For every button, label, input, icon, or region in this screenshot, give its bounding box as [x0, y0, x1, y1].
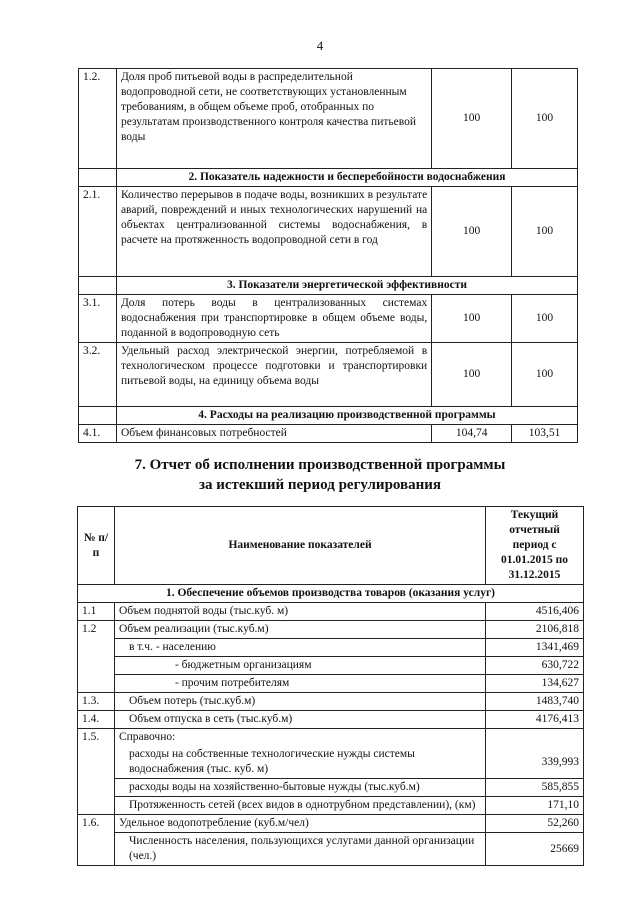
value-fact: 103,51	[512, 425, 578, 443]
section-row	[79, 169, 578, 187]
table-row	[78, 693, 584, 711]
header-name: Наименование показателей	[114, 507, 485, 585]
table-row	[78, 729, 584, 747]
value-plan: 100	[432, 343, 512, 407]
section-title: 3. Показатели энергетической эффективности	[116, 277, 577, 295]
table-row	[78, 833, 584, 866]
value-plan: 100	[432, 69, 512, 169]
indicator-name: Объем реализации (тыс.куб.м)	[114, 621, 485, 639]
indicator-name: Объем финансовых потребностей	[116, 425, 431, 443]
table-row	[78, 621, 584, 639]
indicator-name: Протяженность сетей (всех видов в однотрубном представлении), (км)	[114, 797, 485, 815]
indicator-value: 339,993	[486, 746, 584, 779]
indicator-value: 1341,469	[486, 639, 584, 657]
indicator-name: Доля проб питьевой воды в распределительной водопроводной сети, не соответствующих установленным требованиям, в общем объеме проб, отобранных по результатам производственного контроля качества питьевой воды	[116, 69, 431, 169]
indicator-value: 4516,406	[486, 603, 584, 621]
header-period: Текущий отчетный период с 01.01.2015 по 31.12.2015	[486, 507, 584, 585]
row-number: 2.1.	[79, 187, 117, 277]
table-row	[79, 187, 578, 277]
indicator-value: 630,722	[486, 657, 584, 675]
table-row	[79, 343, 578, 407]
indicator-name: расходы воды на хозяйственно-бытовые нужды (тыс.куб.м)	[114, 779, 485, 797]
row-number: 4.1.	[79, 425, 117, 443]
table-row	[78, 711, 584, 729]
indicator-value	[486, 729, 584, 747]
section-row	[78, 585, 584, 603]
row-number: 1.2	[78, 621, 115, 693]
indicator-value: 134,627	[486, 675, 584, 693]
indicator-name: Удельный расход электрической энергии, потребляемой в технологическом процессе подготовки и транспортировки питьевой воды, на единицу объема воды	[116, 343, 431, 407]
page-number: 4	[316, 38, 324, 53]
indicator-name: Объем поднятой воды (тыс.куб. м)	[114, 603, 485, 621]
section-row	[79, 407, 578, 425]
row-number: 1.2.	[79, 69, 117, 169]
indicator-name: Справочно:	[114, 729, 485, 747]
section-title: 4. Расходы на реализацию производственной программы	[116, 407, 577, 425]
indicator-name: - бюджетным организациям	[114, 657, 485, 675]
row-number: 1.3.	[78, 693, 115, 711]
table-row	[79, 69, 578, 169]
section-title: 2. Показатель надежности и бесперебойности водоснабжения	[116, 169, 577, 187]
indicator-name: Объем потерь (тыс.куб.м)	[114, 693, 485, 711]
row-number: 3.2.	[79, 343, 117, 407]
header-number: № п/п	[78, 507, 115, 585]
table-row	[78, 657, 584, 675]
value-fact: 100	[512, 295, 578, 343]
indicator-name: в т.ч. - населению	[114, 639, 485, 657]
row-number: 3.1.	[79, 295, 117, 343]
value-plan: 100	[432, 295, 512, 343]
table-row	[79, 425, 578, 443]
indicator-value: 171,10	[486, 797, 584, 815]
table-row	[79, 295, 578, 343]
row-number: 1.4.	[78, 711, 115, 729]
indicator-name: - прочим потребителям	[114, 675, 485, 693]
indicator-name: Количество перерывов в подаче воды, возникших в результате аварий, повреждений и иных технологических нарушений на объектах централизованной системы водоснабжения, в расчете на протяженность водопроводной сети в год	[116, 187, 431, 277]
value-plan: 100	[432, 187, 512, 277]
indicator-value: 2106,818	[486, 621, 584, 639]
table-row	[78, 639, 584, 657]
section-heading-line2: за истекший период регулирования	[198, 477, 442, 493]
indicator-name: Объем отпуска в сеть (тыс.куб.м)	[114, 711, 485, 729]
table-row	[78, 779, 584, 797]
row-number: 1.1	[78, 603, 115, 621]
section-heading: 7. Отчет об исполнении производственной программы	[134, 457, 506, 473]
indicator-name: Удельное водопотребление (куб.м/чел)	[114, 815, 485, 833]
row-number: 1.6.	[78, 815, 115, 866]
indicator-value: 1483,740	[486, 693, 584, 711]
indicator-name: Доля потерь воды в централизованных системах водоснабжения при транспортировке в общем объеме воды, поданной в водопроводную сеть	[116, 295, 431, 343]
section-title: 1. Обеспечение объемов производства товаров (оказания услуг)	[78, 585, 584, 603]
table-row	[78, 815, 584, 833]
table-row	[78, 746, 584, 779]
indicator-value: 4176,413	[486, 711, 584, 729]
value-fact: 100	[512, 343, 578, 407]
header-row	[78, 507, 584, 585]
indicator-value: 585,855	[486, 779, 584, 797]
table-row	[78, 603, 584, 621]
value-fact: 100	[512, 69, 578, 169]
table-row	[78, 797, 584, 815]
indicators-table	[78, 68, 578, 443]
indicator-name: расходы на собственные технологические нужды системы водоснабжения (тыс. куб. м)	[114, 746, 485, 779]
table-row	[78, 675, 584, 693]
value-plan: 104,74	[432, 425, 512, 443]
indicator-name: Численность населения, пользующихся услугами данной организации (чел.)	[114, 833, 485, 866]
row-number: 1.5.	[78, 729, 115, 815]
section-row	[79, 277, 578, 295]
report-table	[77, 506, 584, 866]
indicator-value: 52,260	[486, 815, 584, 833]
value-fact: 100	[512, 187, 578, 277]
indicator-value: 25669	[486, 833, 584, 866]
